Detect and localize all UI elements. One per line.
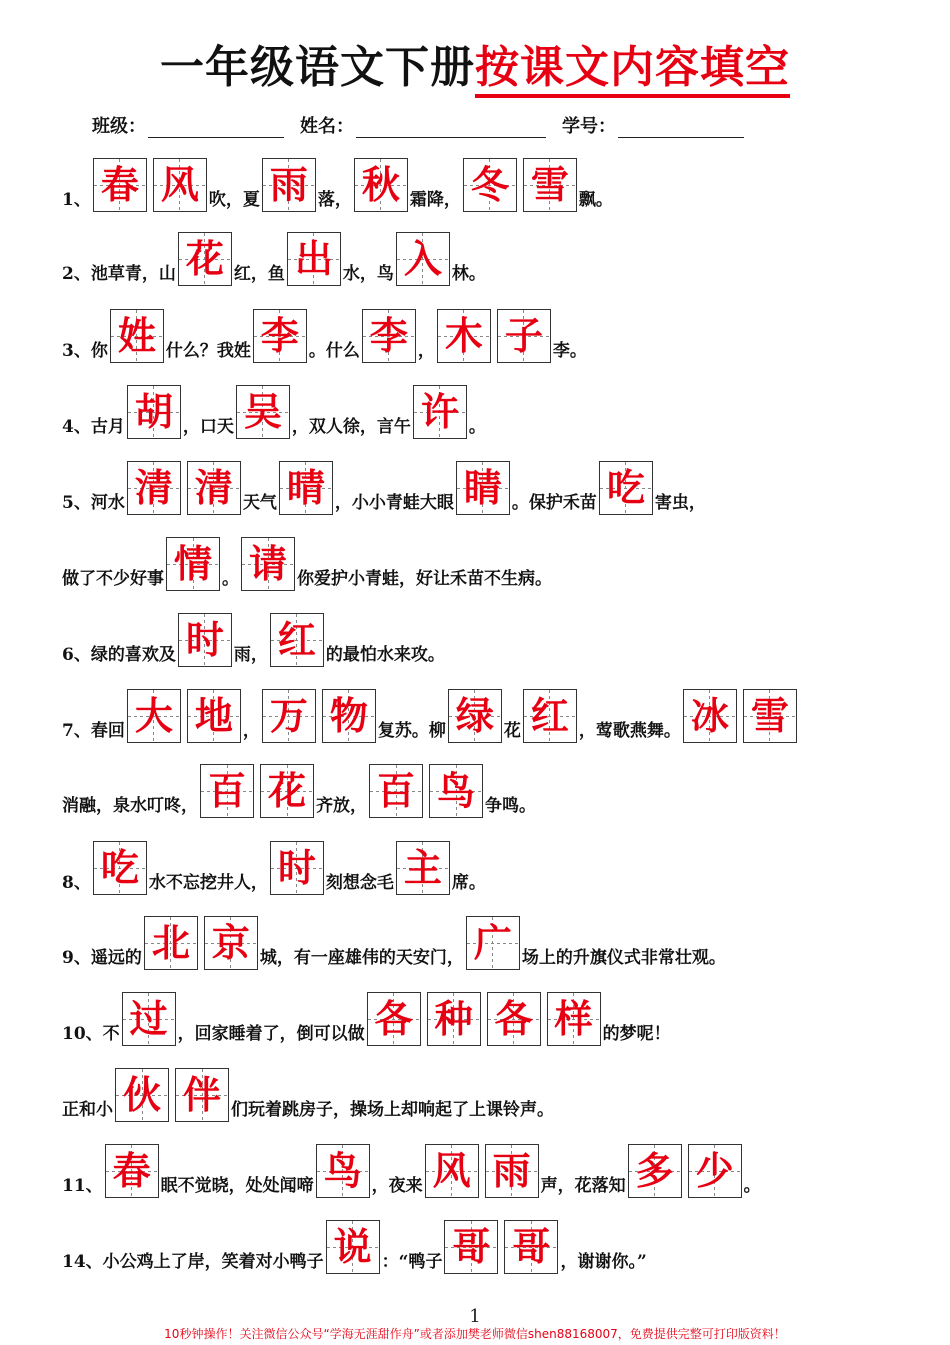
answer-box-group: [270, 613, 324, 667]
tianzige-answer-box[interactable]: [456, 461, 510, 515]
answer-box-group: [127, 461, 241, 515]
tianzige-answer-box[interactable]: [466, 916, 520, 970]
exercise-text: 你爱护小青蛙，好让禾苗不生病。: [297, 569, 552, 589]
tianzige-answer-box[interactable]: [427, 992, 481, 1046]
id-field[interactable]: [618, 117, 744, 138]
answer-box-group: [200, 764, 314, 818]
answer-character: 出: [294, 237, 333, 281]
answer-box-group: [144, 916, 258, 970]
exercise-row: [62, 451, 706, 515]
exercise-text: 消融，泉水叮咚，: [62, 796, 198, 816]
answer-character: 清: [134, 466, 173, 510]
exercise-text: 们玩着跳房子，操场上却响起了上课铃声。: [231, 1100, 554, 1120]
answer-character: 多: [635, 1149, 674, 1193]
answer-box-group: [367, 992, 601, 1046]
answer-character: 睛: [463, 466, 502, 510]
exercise-text: 飘。: [578, 190, 613, 210]
tianzige-answer-box[interactable]: [127, 461, 181, 515]
exercise-text: 2、池草青，山: [62, 264, 176, 284]
tianzige-answer-box[interactable]: [287, 232, 341, 286]
answer-box-group: [463, 158, 577, 212]
answer-box-group: [523, 689, 577, 743]
exercise-text: 齐放，: [316, 796, 367, 816]
answer-box-group: [115, 1068, 229, 1122]
exercise-row: [62, 1134, 761, 1198]
tianzige-answer-box[interactable]: [110, 309, 164, 363]
answer-character: 入: [403, 237, 442, 281]
tianzige-answer-box[interactable]: [362, 309, 416, 363]
answer-character: 花: [185, 237, 224, 281]
tianzige-answer-box[interactable]: [425, 1144, 479, 1198]
tianzige-answer-box[interactable]: [523, 689, 577, 743]
tianzige-answer-box[interactable]: [448, 689, 502, 743]
tianzige-answer-box[interactable]: [260, 764, 314, 818]
exercise-text: ，谢谢你。”: [560, 1252, 647, 1272]
exercise-text: 的最怕水来攻。: [325, 645, 445, 665]
tianzige-answer-box[interactable]: [485, 1144, 539, 1198]
answer-box-group: [236, 385, 290, 439]
tianzige-answer-box[interactable]: [367, 992, 421, 1046]
tianzige-answer-box[interactable]: [144, 916, 198, 970]
tianzige-answer-box[interactable]: [463, 158, 517, 212]
answer-character: 绿: [455, 694, 494, 738]
tianzige-answer-box[interactable]: [241, 537, 295, 591]
answer-character: 种: [434, 997, 473, 1041]
answer-character: 吃: [606, 466, 645, 510]
exercise-row: [62, 375, 486, 439]
exercise-text: 声，花落知: [540, 1176, 626, 1196]
answer-box-group: [127, 689, 241, 743]
tianzige-answer-box[interactable]: [178, 613, 232, 667]
answer-character: 哥: [512, 1225, 551, 1269]
title-red-part: 按课文内容填空: [475, 42, 790, 98]
answer-box-group: [354, 158, 408, 212]
answer-box-group: [178, 613, 232, 667]
exercise-text: 。: [468, 417, 486, 437]
answer-character: 冰: [690, 694, 729, 738]
answer-box-group: [444, 1220, 558, 1274]
exercise-row: [62, 1058, 554, 1122]
exercise-text: ，: [417, 341, 435, 361]
tianzige-answer-box[interactable]: [487, 992, 541, 1046]
exercise-text: 11、: [62, 1176, 103, 1196]
answer-character: 雪: [750, 694, 789, 738]
tianzige-answer-box[interactable]: [444, 1220, 498, 1274]
answer-character: 春: [100, 163, 139, 207]
exercise-text: 14、小公鸡上了岸，笑着对小鸭子: [62, 1252, 324, 1272]
tianzige-answer-box[interactable]: [166, 537, 220, 591]
tianzige-answer-box[interactable]: [127, 689, 181, 743]
page-number: 1: [469, 1306, 481, 1327]
exercise-text: 6、绿的喜欢及: [62, 645, 176, 665]
exercise-row: [62, 222, 486, 286]
answer-box-group: [466, 916, 520, 970]
exercise-text: ，小小青蛙大眼: [334, 493, 454, 513]
answer-box-group: [316, 1144, 370, 1198]
tianzige-answer-box[interactable]: [93, 158, 147, 212]
answer-box-group: [413, 385, 467, 439]
tianzige-answer-box[interactable]: [122, 992, 176, 1046]
answer-box-group: [166, 537, 220, 591]
answer-box-group: [628, 1144, 742, 1198]
answer-box-group: [326, 1220, 380, 1274]
exercise-text: 争鸣。: [485, 796, 536, 816]
exercise-text: 天气: [242, 493, 277, 513]
tianzige-answer-box[interactable]: [270, 841, 324, 895]
answer-character: 雨: [269, 163, 308, 207]
exercise-text: 红，鱼: [233, 264, 285, 284]
tianzige-answer-box[interactable]: [429, 764, 483, 818]
answer-box-group: [270, 841, 324, 895]
answer-character: 时: [277, 846, 316, 890]
page-title: [0, 38, 950, 98]
answer-box-group: [241, 537, 295, 591]
tianzige-answer-box[interactable]: [253, 309, 307, 363]
tianzige-answer-box[interactable]: [683, 689, 737, 743]
answer-box-group: [93, 841, 147, 895]
answer-character: 过: [129, 997, 168, 1041]
answer-character: 姓: [117, 314, 156, 358]
exercise-text: 的梦呢！: [602, 1024, 671, 1044]
answer-character: 晴: [286, 466, 325, 510]
tianzige-answer-box[interactable]: [105, 1144, 159, 1198]
tianzige-answer-box[interactable]: [316, 1144, 370, 1198]
exercise-row: [62, 831, 486, 895]
exercise-text: 什么？我姓: [165, 341, 251, 361]
exercise-text: 。什么: [308, 341, 360, 361]
tianzige-answer-box[interactable]: [279, 461, 333, 515]
tianzige-answer-box[interactable]: [115, 1068, 169, 1122]
tianzige-answer-box[interactable]: [396, 232, 450, 286]
exercise-text: 。保护禾苗: [511, 493, 597, 513]
tianzige-answer-box[interactable]: [187, 689, 241, 743]
answer-character: 地: [194, 694, 233, 738]
answer-character: 情: [173, 542, 212, 586]
tianzige-answer-box[interactable]: [262, 689, 316, 743]
exercise-text: 眠不觉晓，处处闻啼: [160, 1176, 314, 1196]
tianzige-answer-box[interactable]: [322, 689, 376, 743]
tianzige-answer-box[interactable]: [599, 461, 653, 515]
exercise-text: 城，有一座雄伟的天安门，: [259, 948, 464, 968]
answer-box-group: [127, 385, 181, 439]
answer-box-group: [253, 309, 307, 363]
exercise-text: ，: [242, 721, 260, 741]
exercise-row: [62, 982, 671, 1046]
tianzige-answer-box[interactable]: [326, 1220, 380, 1274]
exercise-text: 林。: [451, 264, 486, 284]
exercise-text: 水不忘挖井人，: [148, 873, 268, 893]
answer-character: 雪: [530, 163, 569, 207]
exercise-text: 复苏。柳: [377, 721, 446, 741]
exercise-text: ，口天: [182, 417, 234, 437]
exercise-text: 李。: [552, 341, 587, 361]
class-label: 班级：: [92, 116, 146, 137]
tianzige-answer-box[interactable]: [178, 232, 232, 286]
tianzige-answer-box[interactable]: [270, 613, 324, 667]
answer-box-group: [262, 689, 376, 743]
exercise-text: ，双人徐，言午: [291, 417, 411, 437]
id-label: 学号：: [562, 116, 616, 137]
exercise-row: [62, 679, 799, 743]
answer-character: 清: [194, 466, 233, 510]
exercise-text: 害虫，: [654, 493, 706, 513]
tianzige-answer-box[interactable]: [200, 764, 254, 818]
student-info: [92, 112, 760, 138]
exercise-text: 雨，: [233, 645, 268, 665]
tianzige-answer-box[interactable]: [354, 158, 408, 212]
exercise-text: ：“鸭子: [381, 1252, 443, 1272]
exercise-text: 霜降，: [409, 190, 461, 210]
answer-box-group: [683, 689, 797, 743]
answer-box-group: [287, 232, 341, 286]
answer-character: 红: [530, 694, 569, 738]
name-label: 姓名：: [300, 116, 354, 137]
exercise-text: ，莺歌燕舞。: [578, 721, 681, 741]
exercise-text: 席。: [451, 873, 486, 893]
answer-character: 秋: [361, 163, 400, 207]
answer-character: 哥: [452, 1225, 491, 1269]
exercise-text: 4、古月: [62, 417, 125, 437]
tianzige-answer-box[interactable]: [523, 158, 577, 212]
answer-character: 万: [269, 694, 308, 738]
exercise-row: [62, 906, 726, 970]
tianzige-answer-box[interactable]: [628, 1144, 682, 1198]
exercise-text: 。: [743, 1176, 761, 1196]
answer-character: 胡: [134, 390, 173, 434]
tianzige-answer-box[interactable]: [236, 385, 290, 439]
answer-character: 伙: [122, 1073, 161, 1117]
exercise-text: 做了不少好事: [62, 569, 164, 589]
answer-character: 物: [329, 694, 368, 738]
answer-box-group: [425, 1144, 539, 1198]
tianzige-answer-box[interactable]: [688, 1144, 742, 1198]
answer-character: 李: [260, 314, 299, 358]
answer-box-group: [122, 992, 176, 1046]
answer-character: 广: [473, 921, 512, 965]
tianzige-answer-box[interactable]: [497, 309, 551, 363]
tianzige-answer-box[interactable]: [175, 1068, 229, 1122]
exercise-text: 7、春回: [62, 721, 125, 741]
tianzige-answer-box[interactable]: [369, 764, 423, 818]
tianzige-answer-box[interactable]: [547, 992, 601, 1046]
answer-box-group: [178, 232, 232, 286]
answer-character: 大: [134, 694, 173, 738]
answer-character: 花: [267, 769, 306, 813]
tianzige-answer-box[interactable]: [187, 461, 241, 515]
exercise-text: 水，鸟: [342, 264, 394, 284]
answer-character: 伴: [182, 1073, 221, 1117]
exercise-text: 3、你: [62, 341, 108, 361]
answer-character: 主: [403, 846, 442, 890]
class-field[interactable]: [148, 117, 284, 138]
exercise-row: [62, 1210, 647, 1274]
answer-box-group: [448, 689, 502, 743]
tianzige-answer-box[interactable]: [93, 841, 147, 895]
answer-character: 吃: [100, 846, 139, 890]
answer-character: 风: [432, 1149, 471, 1193]
answer-character: 吴: [243, 390, 282, 434]
answer-character: 各: [374, 997, 413, 1041]
tianzige-answer-box[interactable]: [262, 158, 316, 212]
exercise-row: [62, 527, 552, 591]
answer-character: 北: [151, 921, 190, 965]
answer-character: 冬: [470, 163, 509, 207]
exercise-row: [62, 603, 445, 667]
answer-character: 少: [695, 1149, 734, 1193]
answer-box-group: [456, 461, 510, 515]
answer-character: 百: [376, 769, 415, 813]
answer-character: 说: [333, 1225, 372, 1269]
answer-box-group: [362, 309, 416, 363]
answer-character: 时: [185, 618, 224, 662]
tianzige-answer-box[interactable]: [396, 841, 450, 895]
title-black-part: 一年级语文下册: [160, 42, 475, 93]
answer-character: 子: [504, 314, 543, 358]
tianzige-answer-box[interactable]: [204, 916, 258, 970]
answer-box-group: [369, 764, 483, 818]
answer-character: 许: [420, 390, 459, 434]
tianzige-answer-box[interactable]: [743, 689, 797, 743]
exercise-text: 1、: [62, 190, 91, 210]
answer-character: 李: [369, 314, 408, 358]
answer-character: 风: [160, 163, 199, 207]
exercise-text: 落，: [317, 190, 352, 210]
exercise-text: 5、河水: [62, 493, 125, 513]
exercise-text: ，夜来: [371, 1176, 423, 1196]
tianzige-answer-box[interactable]: [437, 309, 491, 363]
answer-character: 鸟: [323, 1149, 362, 1193]
answer-character: 百: [207, 769, 246, 813]
answer-character: 京: [211, 921, 250, 965]
tianzige-answer-box[interactable]: [127, 385, 181, 439]
answer-box-group: [396, 232, 450, 286]
exercise-text: 正和小: [62, 1100, 113, 1120]
tianzige-answer-box[interactable]: [413, 385, 467, 439]
exercise-text: 8、: [62, 873, 91, 893]
exercise-row: [62, 148, 613, 212]
answer-character: 请: [248, 542, 287, 586]
exercise-text: 10、不: [62, 1024, 120, 1044]
exercise-text: 场上的升旗仪式非常壮观。: [521, 948, 726, 968]
tianzige-answer-box[interactable]: [153, 158, 207, 212]
tianzige-answer-box[interactable]: [504, 1220, 558, 1274]
answer-box-group: [396, 841, 450, 895]
exercise-text: 吹，夏: [208, 190, 260, 210]
name-field[interactable]: [356, 117, 546, 138]
answer-box-group: [110, 309, 164, 363]
answer-character: 春: [112, 1149, 151, 1193]
exercise-row: [62, 754, 536, 818]
answer-character: 样: [554, 997, 593, 1041]
answer-character: 各: [494, 997, 533, 1041]
exercise-text: 刻想念毛: [325, 873, 394, 893]
answer-box-group: [262, 158, 316, 212]
answer-character: 木: [444, 314, 483, 358]
exercise-text: 9、遥远的: [62, 948, 142, 968]
answer-box-group: [437, 309, 551, 363]
answer-box-group: [105, 1144, 159, 1198]
answer-character: 雨: [492, 1149, 531, 1193]
footer-note: 10秒钟操作！关注微信公众号“学海无涯甜作舟”或者添加樊老师微信shen88168007，免费提供完整可打印版资料！: [164, 1327, 786, 1341]
exercise-text: 。: [222, 569, 239, 589]
exercise-row: [62, 299, 587, 363]
answer-box-group: [93, 158, 207, 212]
exercise-text: 花: [503, 721, 521, 741]
answer-character: 鸟: [436, 769, 475, 813]
answer-box-group: [279, 461, 333, 515]
answer-box-group: [599, 461, 653, 515]
exercise-text: ，回家睡着了，倒可以做: [177, 1024, 365, 1044]
answer-character: 红: [277, 618, 316, 662]
